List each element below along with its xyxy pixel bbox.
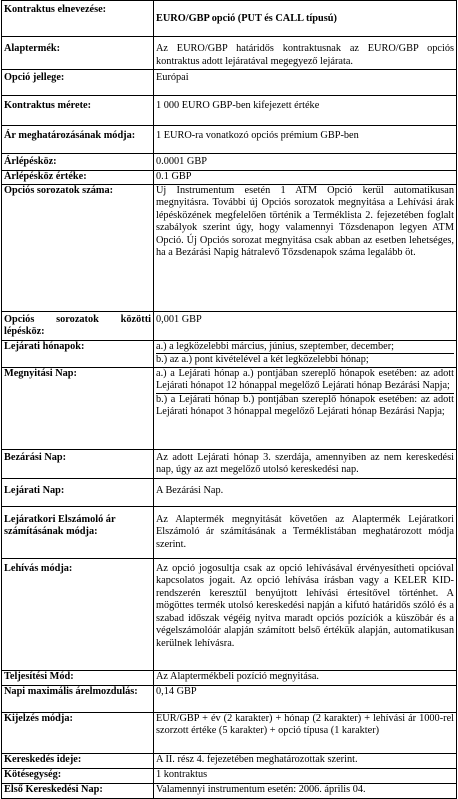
row-value: 0,14 GBP — [154, 685, 457, 712]
table-row — [2, 126, 457, 154]
table-row — [2, 768, 457, 783]
contract-spec-table — [1, 0, 457, 799]
row-value: Az Alaptermékbeli pozíció megnyitása. — [154, 670, 457, 685]
row-label: Opciós sorozatok száma: — [2, 184, 154, 311]
row-label: Kijelzés módja: — [2, 712, 154, 753]
row-label: Opciós sorozatok közötti lépésköz: — [2, 311, 154, 340]
row-value: A II. rész 4. fejezetében meghatározottak szerint. — [154, 753, 457, 768]
table-row — [2, 311, 457, 340]
row-label: Bezárási Nap: — [2, 449, 154, 478]
row-value: 0.0001 GBP — [154, 154, 457, 171]
table-row — [2, 154, 457, 171]
table-row — [2, 753, 457, 768]
row-value — [154, 367, 457, 449]
table-row — [2, 558, 457, 670]
row-value: 1 000 EURO GBP-ben kifejezett értéke — [154, 96, 457, 126]
row-label: Árlépésköz értéke: — [2, 171, 154, 185]
row-label: Megnyitási Nap: — [2, 367, 154, 449]
row-value: 0,001 GBP — [154, 311, 457, 340]
table-row — [2, 670, 457, 685]
row-label: Lehívás módja: — [2, 558, 154, 670]
table-row — [2, 685, 457, 712]
row-label: Opció jellege: — [2, 70, 154, 96]
option-line: b.) a Lejárati hónap b.) pontjában szereplő hónapok esetében: az adott Lejárati hónapot 3 hónappal megelőző Lejárati hónap Bezárási Napja; — [156, 393, 454, 417]
table-row — [2, 184, 457, 311]
row-value: Az adott Lejárati hónap 3. szerdája, amennyiben az nem kereskedési nap, úgy az azt megelőző utolsó kereskedési nap. — [154, 449, 457, 478]
table-row — [2, 37, 457, 70]
row-label: Alaptermék: — [2, 37, 154, 70]
row-label: Első Kereskedési Nap: — [2, 783, 154, 798]
table-row — [2, 340, 457, 367]
row-label: Lejárati Nap: — [2, 478, 154, 506]
row-value: EUR/GBP + év (2 karakter) + hónap (2 karakter) + lehívási ár 1000-rel szorzott értéke (5 karakter) + opció típusa (1 karakter) — [154, 712, 457, 753]
row-label: Kötésegység: — [2, 768, 154, 783]
row-label: Lejáratkori Elszámoló ár számításának módja: — [2, 506, 154, 558]
row-label: Kontraktus mérete: — [2, 96, 154, 126]
table-row — [2, 367, 457, 449]
table-row — [2, 96, 457, 126]
table-row — [2, 70, 457, 96]
row-value — [154, 340, 457, 367]
table-row — [2, 712, 457, 753]
row-value: Az Alaptermék megnyitását követően az Alaptermék Lejáratkori Elszámoló ár számításának a Terméklistában meghatározott módja szerint. — [154, 506, 457, 558]
table-row — [2, 171, 457, 185]
table-row — [2, 478, 457, 506]
table-row — [2, 1, 457, 37]
row-value: Az opció jogosultja csak az opció lehívásával érvényesítheti opcióval kapcsolatos jogait. Az opció lehívása írásban vagy a KELER KID-rendszerén keresztül benyújtott lehívási értesítővel történhet. A mögöttes termék utolsó kereskedési napján a kifutó határidős szóló és a szabad időszak végéig nyitva maradt opciós pozíciók a küszöbár és a végelszámolóár alapján számított belső értékük alapján, automatikusan kerülnek lehívásra. — [154, 558, 457, 670]
row-value: Az EURO/GBP határidős kontraktusnak az EURO/GBP opciós kontraktus adott lejáratával megegyező lejárata. — [154, 37, 457, 70]
option-line: a.) a Lejárati hónap a.) pontjában szereplő hónapok esetében: az adott Lejárati hónapot 12 hónappal megelőző Lejárati hónap Bezárási Napja; — [156, 368, 454, 394]
row-label: Árlépésköz: — [2, 154, 154, 171]
row-label: Teljesítési Mód: — [2, 670, 154, 685]
table-row — [2, 449, 457, 478]
table-row — [2, 506, 457, 558]
row-label: Lejárati hónapok: — [2, 340, 154, 367]
row-label: Kontraktus elnevezése: — [2, 1, 154, 37]
row-value: Valamennyi instrumentum esetén: 2006. április 04. — [154, 783, 457, 798]
row-value: 0.1 GBP — [154, 171, 457, 185]
option-line: b.) az a.) pont kivételével a két legközelebbi hónap; — [156, 354, 369, 365]
table-row — [2, 783, 457, 798]
option-line: a.) a legközelebbi március, június, szeptember, december; — [156, 341, 454, 355]
row-value: 1 kontraktus — [154, 768, 457, 783]
row-value: A Bezárási Nap. — [154, 478, 457, 506]
row-label: Napi maximális árelmozdulás: — [2, 685, 154, 712]
row-label: Kereskedés ideje: — [2, 753, 154, 768]
row-label: Ár meghatározásának módja: — [2, 126, 154, 154]
row-value: EURO/GBP opció (PUT és CALL típusú) — [154, 1, 457, 37]
row-value: Új Instrumentum esetén 1 ATM Opció kerül automatikusan megnyitásra. További új Opciós sorozatok megnyitása a Lehívási árak lépésközének megfelelően történik a Terméklista 2. fejezetében foglalt szabályok szerint úgy, hogy valamennyi Tőzsdenapon legyen ATM Opció. Új Opciós sorozat megnyitása csak abban az esetben lehetséges, ha a Bezárási Napig hátralevő Tőzsdenapok száma legalább öt. — [154, 184, 457, 311]
row-value: 1 EURO-ra vonatkozó opciós prémium GBP-ben — [154, 126, 457, 154]
row-value: Európai — [154, 70, 457, 96]
